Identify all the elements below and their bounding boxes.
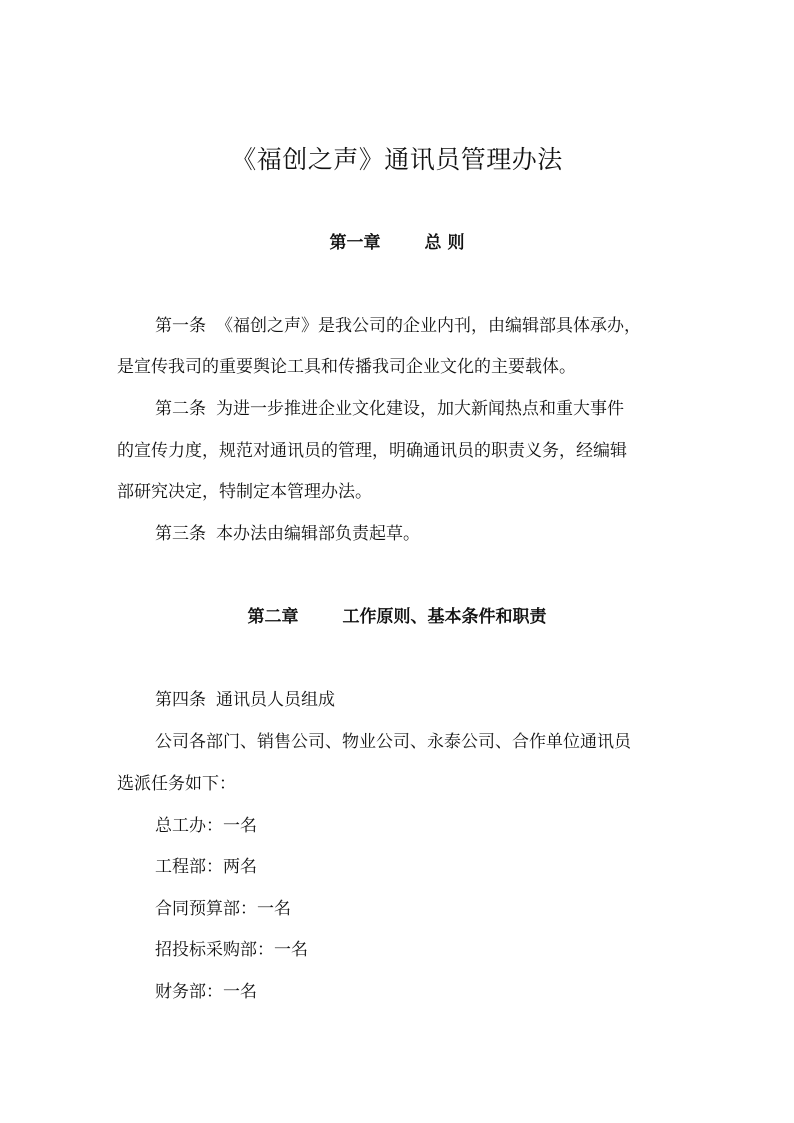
composition-line-1: 公司各部门、销售公司、物业公司、永泰公司、合作单位通讯员	[155, 732, 631, 752]
composition-line-2: 选派任务如下：	[117, 774, 236, 794]
article-1-text-1: 《福创之声》是我公司的企业内刊，由编辑部具体承办，	[216, 316, 641, 336]
article-1-label: 第一条	[155, 316, 206, 336]
article-2-text-1: 为进一步推进企业文化建设，加大新闻热点和重大事件	[216, 399, 624, 419]
chapter-1-label: 第一章	[329, 233, 381, 253]
quota-item: 合同预算部：一名	[155, 899, 291, 919]
chapter-1-name: 总 则	[424, 233, 465, 253]
quota-item: 总工办：一名	[155, 816, 257, 836]
article-3-line	[155, 520, 687, 548]
article-1-line-2: 是宣传我司的重要舆论工具和传播我司企业文化的主要载体。	[117, 357, 576, 377]
article-2-line-1	[155, 395, 687, 423]
quota-item: 财务部：一名	[155, 982, 257, 1002]
article-1-line-1	[155, 312, 687, 340]
article-2-label: 第二条	[155, 399, 206, 419]
article-3-text: 本办法由编辑部负责起草。	[216, 524, 420, 544]
chapter-1-heading	[0, 229, 794, 257]
quota-item: 招投标采购部：一名	[155, 940, 308, 960]
chapter-2-label: 第二章	[247, 607, 299, 627]
article-4-text: 通讯员人员组成	[216, 690, 335, 710]
chapter-2-name: 工作原则、基本条件和职责	[342, 607, 547, 627]
document-title: 《福创之声》通讯员管理办法	[231, 145, 563, 174]
article-2-line-2: 的宣传力度，规范对通讯员的管理，明确通讯员的职责义务，经编辑	[117, 441, 627, 461]
quota-item: 工程部：两名	[155, 857, 257, 877]
chapter-2-heading	[0, 603, 794, 631]
article-4-label: 第四条	[155, 690, 206, 710]
article-2-line-3: 部研究决定，特制定本管理办法。	[117, 482, 372, 502]
article-3-label: 第三条	[155, 524, 206, 544]
article-4-line	[155, 686, 687, 714]
